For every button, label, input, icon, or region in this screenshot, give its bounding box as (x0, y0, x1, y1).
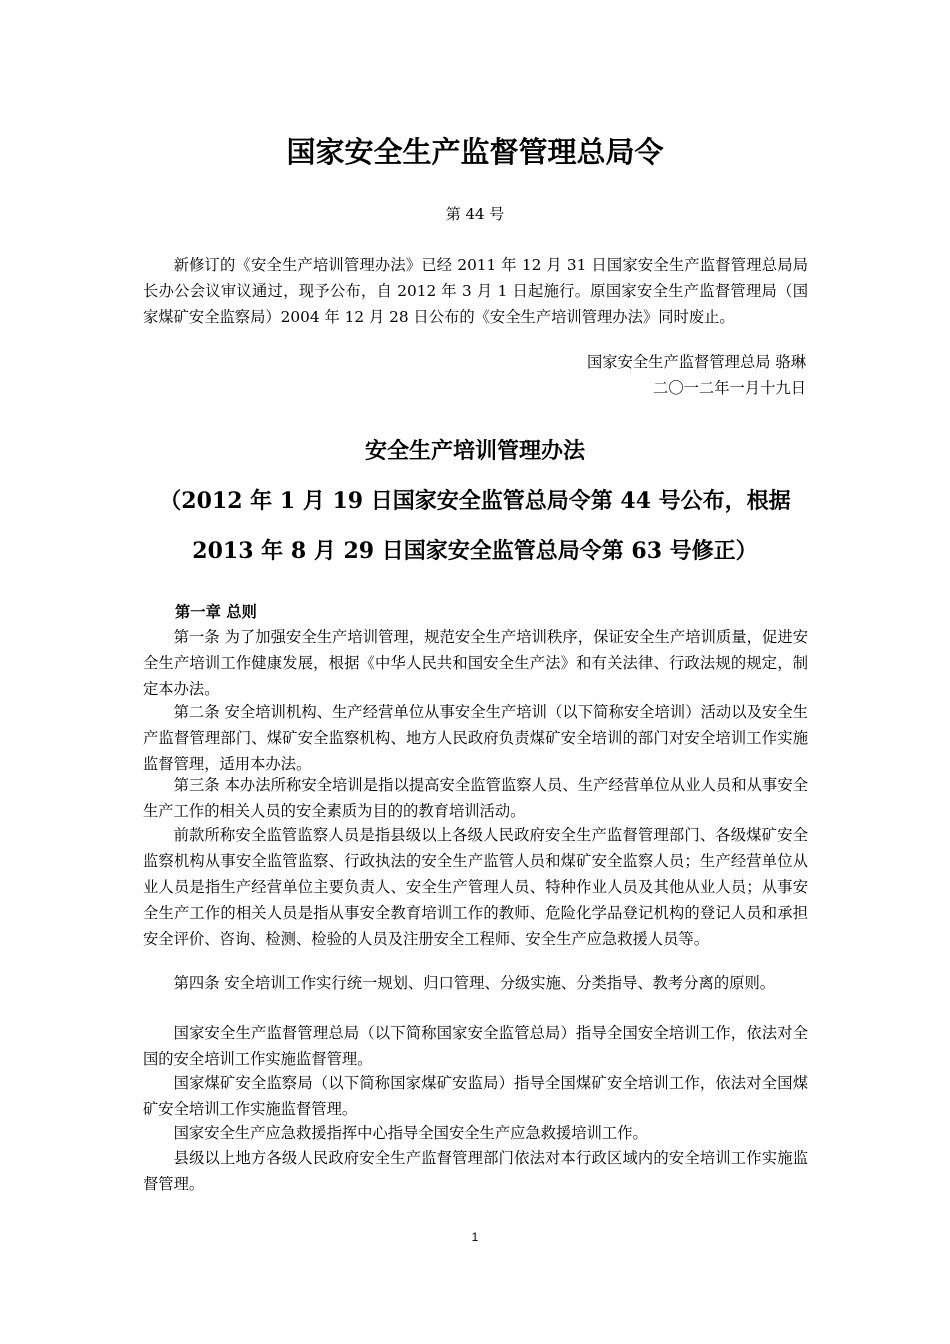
article-4-paragraph-3: 国家煤矿安全监察局（以下简称国家煤矿安监局）指导全国煤矿安全培训工作，依法对全国煤矿安全培训工作实施监督管理。 (143, 1074, 808, 1118)
article-4-paragraph-5: 县级以上地方各级人民政府安全生产监督管理部门依法对本行政区域内的安全培训工作实施监督管理。 (143, 1149, 808, 1193)
article-4-paragraph-4: 国家安全生产应急救援指挥中心指导全国安全生产应急救援培训工作。 (173, 1124, 648, 1142)
article-2: 第二条 安全培训机构、生产经营单位从事安全生产培训（以下简称安全培训）活动以及安全生产监督管理部门、煤矿安全监察机构、地方人民政府负责煤矿安全培训的部门对安全培训工作实施监督管理，适用本办法。 (143, 703, 808, 773)
article-1: 第一条 为了加强安全生产培训管理，规范安全生产培训秩序，保证安全生产培训质量，促进安全生产培训工作健康发展，根据《中华人民共和国安全生产法》和有关法律、行政法规的规定，制定本办法。 (143, 628, 808, 698)
article-3-paragraph-2: 前款所称安全监管监察人员是指县级以上各级人民政府安全生产监督管理部门、各级煤矿安全监察机构从事安全监管监察、行政执法的安全生产监管人员和煤矿安全监察人员；生产经营单位从业人员是指生产经营单位主要负责人、安全生产管理人员、特种作业人员及其他从业人员；从事安全生产工作的相关人员是指从事安全教育培训工作的教师、危险化学品登记机构的登记人员和承担安全评价、咨询、检测、检验的人员及注册安全工程师、安全生产应急救援人员等。 (143, 826, 808, 948)
page-number: 1 (471, 1230, 479, 1244)
article-3: 第三条 本办法所称安全培训是指以提高安全监管监察人员、生产经营单位从业人员和从事安全生产工作的相关人员的安全素质为目的的教育培训活动。 (143, 776, 808, 820)
decree-title: 国家安全生产监督管理总局令 (286, 135, 664, 169)
chapter-heading: 第一章 总则 (175, 603, 257, 621)
announcement-body: 新修订的《安全生产培训管理办法》已经 2011 年 12 月 31 日国家安全生产监督管理总局局长办公会议审议通过，现予公布，自 2012 年 3 月 1 日起施行。原国家安全生产监督管理局（国家煤矿安全监察局）2004 年 12 月 28 日公布的《安全生产培训管理办法》同时废止。 (143, 256, 808, 326)
signing-date: 二〇一二年一月十九日 (653, 379, 806, 397)
signatory: 国家安全生产监督管理总局 骆琳 (586, 353, 806, 371)
article-4-paragraph-2: 国家安全生产监督管理总局（以下简称国家安全监管总局）指导全国安全培训工作，依法对全国的安全培训工作实施监督管理。 (143, 1024, 808, 1068)
regulation-subtitle-line2: 2013 年 8 月 29 日国家安全监管总局令第 63 号修正） (192, 538, 758, 564)
article-4: 第四条 安全培训工作实行统一规划、归口管理、分级实施、分类指导、教考分离的原则。 (173, 974, 776, 992)
order-number: 第 44 号 (445, 205, 505, 223)
regulation-subtitle-line1: （2012 年 1 月 19 日国家安全监管总局令第 44 号公布，根据 (159, 488, 791, 514)
regulation-title: 安全生产培训管理办法 (364, 438, 585, 464)
